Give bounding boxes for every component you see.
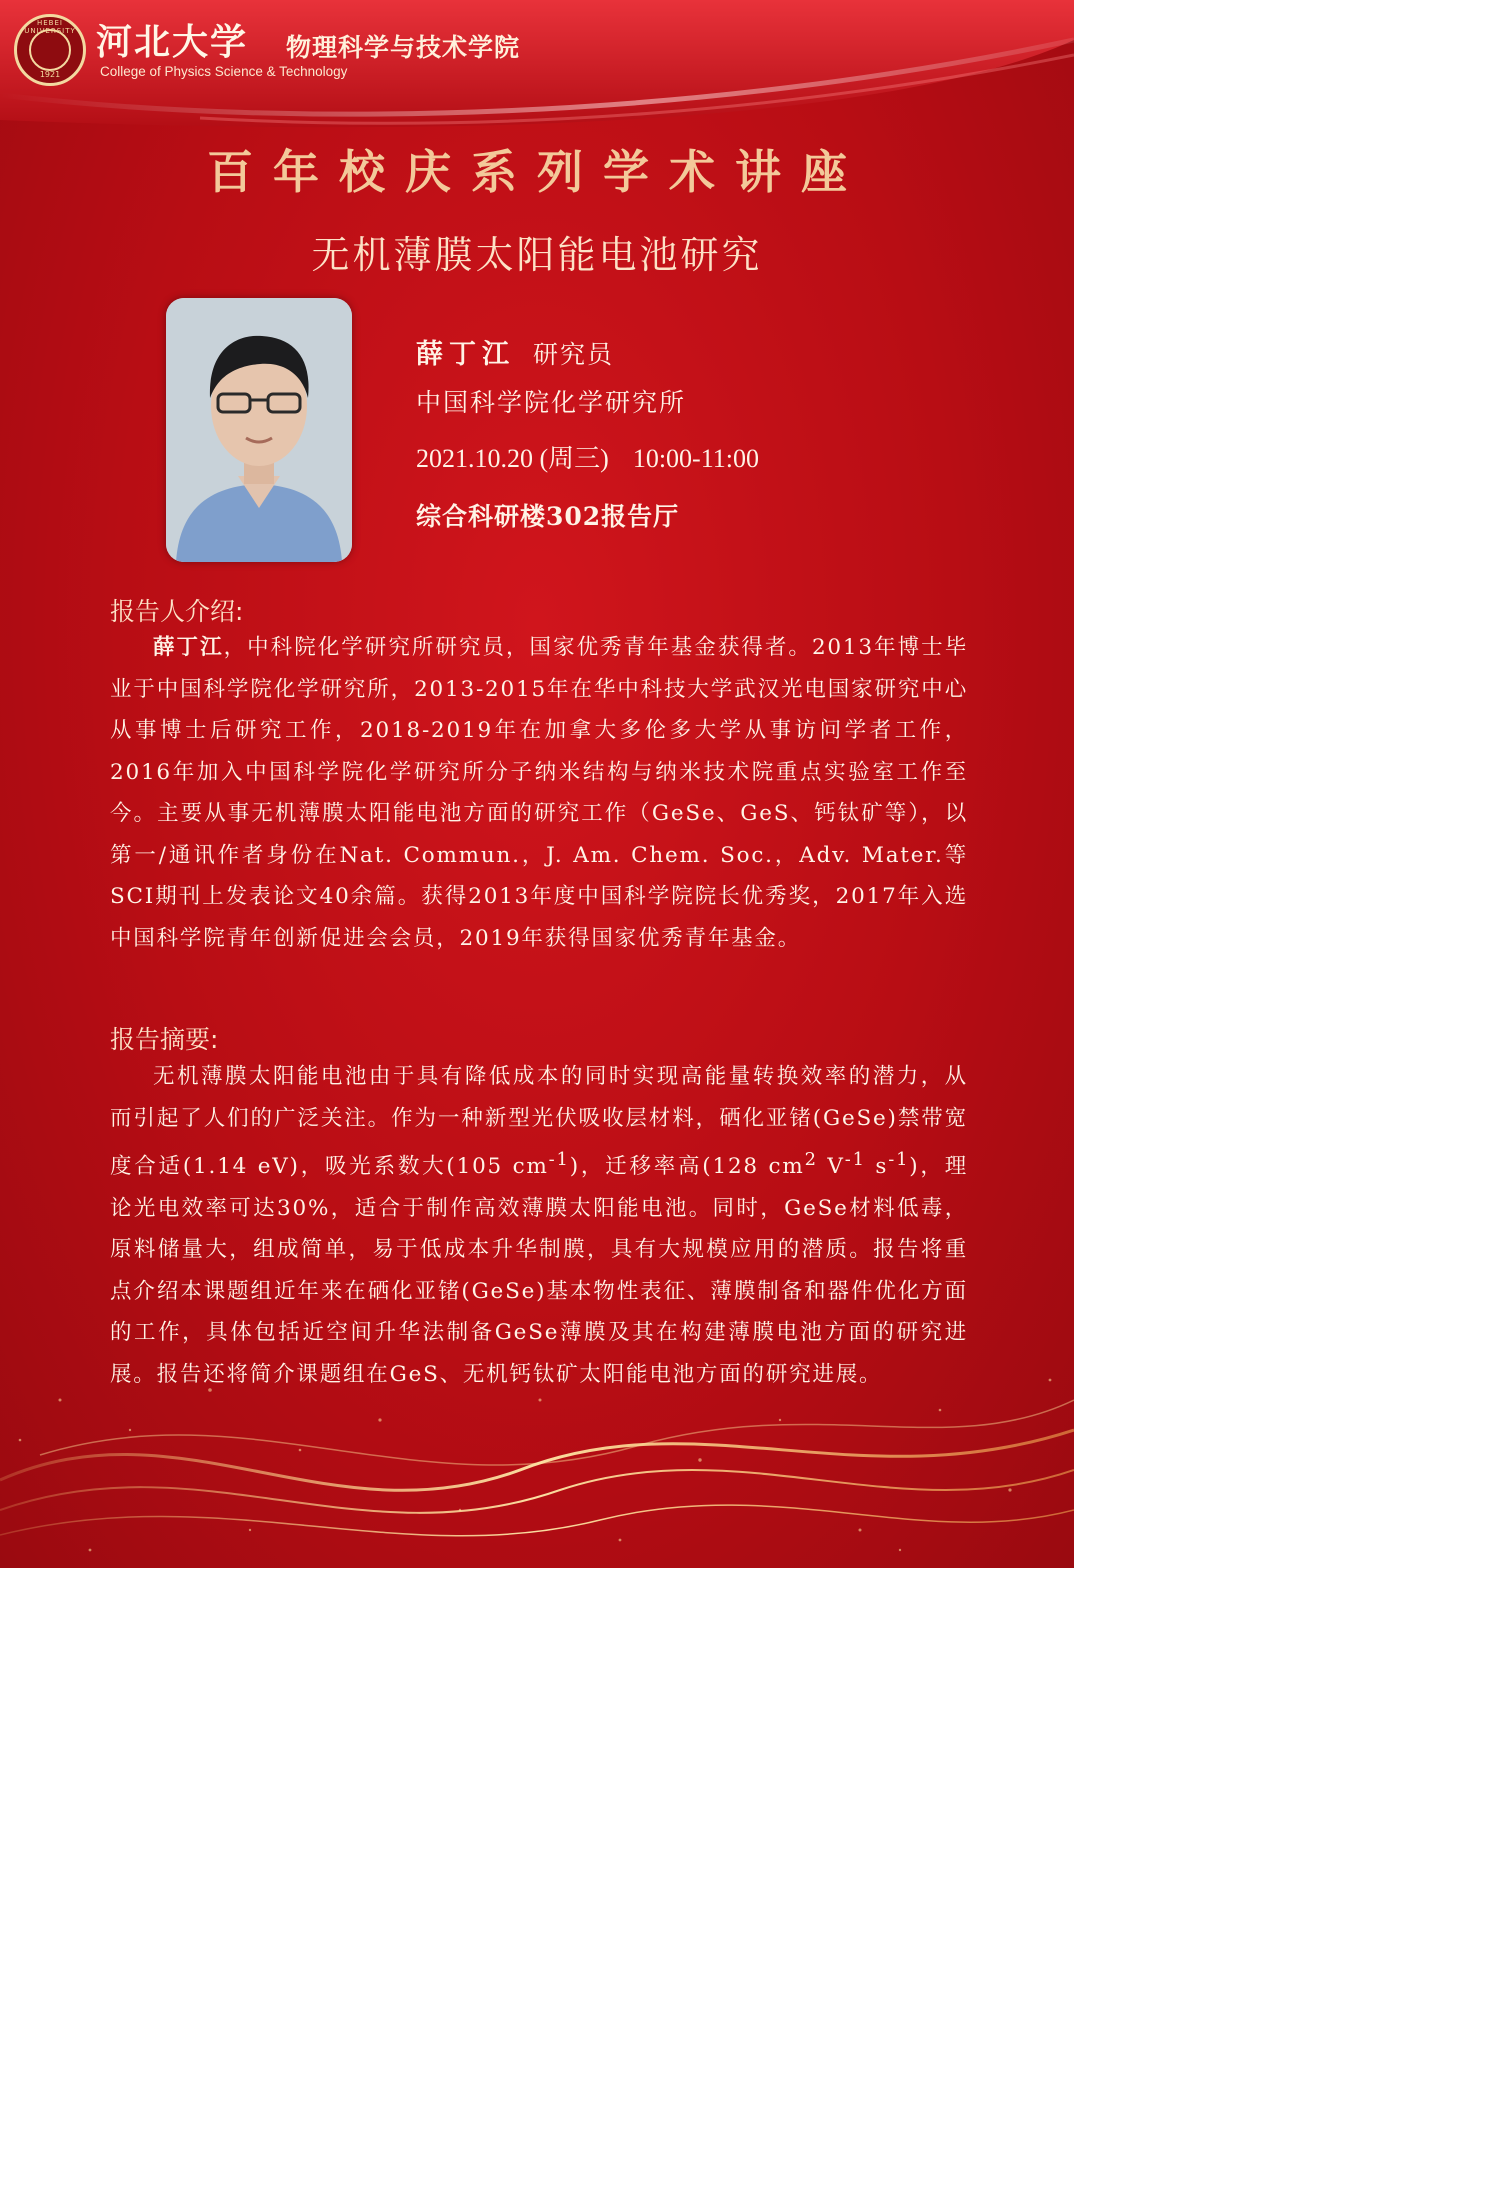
talk-venue: 综合科研楼302报告厅 bbox=[416, 502, 680, 531]
abstract-sup-3: -1 bbox=[844, 1149, 866, 1170]
bio-speaker-name: 薛丁江 bbox=[153, 635, 224, 660]
logo-emblem bbox=[29, 29, 71, 71]
logo-ring-text: HEBEI UNIVERSITY bbox=[24, 19, 76, 35]
speaker-institute: 中国科学院化学研究所 bbox=[416, 388, 687, 417]
abstract-text-2: )，迁移率高(128 cm bbox=[569, 1154, 805, 1180]
speaker-photo bbox=[166, 298, 352, 562]
abstract-text-5: )，理论光电效率可达30%，适合于制作高效薄膜太阳能电池。同时，GeSe材料低毒，原料储量大，组成简单，易于低成本升华制膜，具有大规模应用的潜质。报告将重点介绍本课题组近年来在硒化亚锗(GeSe)基本物性表征、薄膜制备和器件优化方面的工作，具体包括近空间升华法制备GeSe薄膜及其在构建薄膜电池方面的研究进展。报告还将简介课题组在GeS、无机钙钛矿太阳能电池方面的研究进展。 bbox=[110, 1154, 969, 1387]
talk-datetime bbox=[416, 438, 759, 475]
speaker-rank: 研究员 bbox=[533, 340, 615, 369]
speaker-name: 薛丁江 bbox=[416, 339, 515, 370]
logo-year: 1921 bbox=[39, 70, 61, 79]
abstract-text-3: V bbox=[817, 1154, 845, 1180]
university-name: 河北大学 bbox=[96, 21, 249, 63]
abstract-heading: 报告摘要: bbox=[110, 1025, 219, 1054]
bio-heading: 报告人介绍: bbox=[110, 597, 244, 626]
bio-text: ，中科院化学研究所研究员，国家优秀青年基金获得者。2013年博士毕业于中国科学院化学研究所，2013-2015年在华中科技大学武汉光电国家研究中心从事博士后研究工作，2018-2019年在加拿大多伦多大学从事访问学者工作，2016年加入中国科学院化学研究所分子纳米结构与纳米技术院重点实验室工作至今。主要从事无机薄膜太阳能电池方面的研究工作（GeSe、GeS、钙钛矿等），以第一/通讯作者身份在Nat. Commun.，J. Am. Chem. Soc.，Adv. Mater.等SCI期刊上发表论文40余篇。获得2013年度中国科学院院长优秀奖，2017年入选中国科学院青年创新促进会会员，2019年获得国家优秀青年基金。 bbox=[110, 635, 968, 951]
speaker-line bbox=[416, 332, 614, 371]
abstract-sup-2: 2 bbox=[804, 1149, 818, 1170]
abstract-sup-1: -1 bbox=[548, 1149, 570, 1170]
abstract-paragraph bbox=[110, 1056, 968, 1395]
abstract-text-1: 无机薄膜太阳能电池由于具有降低成本的同时实现高能量转换效率的潜力，从而引起了人们的广泛关注。作为一种新型光伏吸收层材料，硒化亚锗(GeSe)禁带宽度合适(1.14 eV)，吸光系数大(105 cm bbox=[110, 1064, 968, 1180]
college-name-en: College of Physics Science & Technology bbox=[100, 64, 348, 79]
talk-time: 10:00-11:00 bbox=[632, 444, 759, 473]
abstract-text-4: s bbox=[865, 1154, 889, 1180]
talk-title: 无机薄膜太阳能电池研究 bbox=[311, 233, 763, 277]
abstract-sup-4: -1 bbox=[888, 1149, 910, 1170]
series-title: 百年校庆系列学术讲座 bbox=[207, 145, 867, 199]
bio-paragraph bbox=[110, 627, 968, 959]
college-name-cn: 物理科学与技术学院 bbox=[286, 33, 521, 62]
decorative-gold-waves bbox=[0, 1360, 1074, 1568]
university-logo bbox=[14, 14, 86, 86]
talk-date: 2021.10.20 (周三) bbox=[416, 444, 609, 473]
